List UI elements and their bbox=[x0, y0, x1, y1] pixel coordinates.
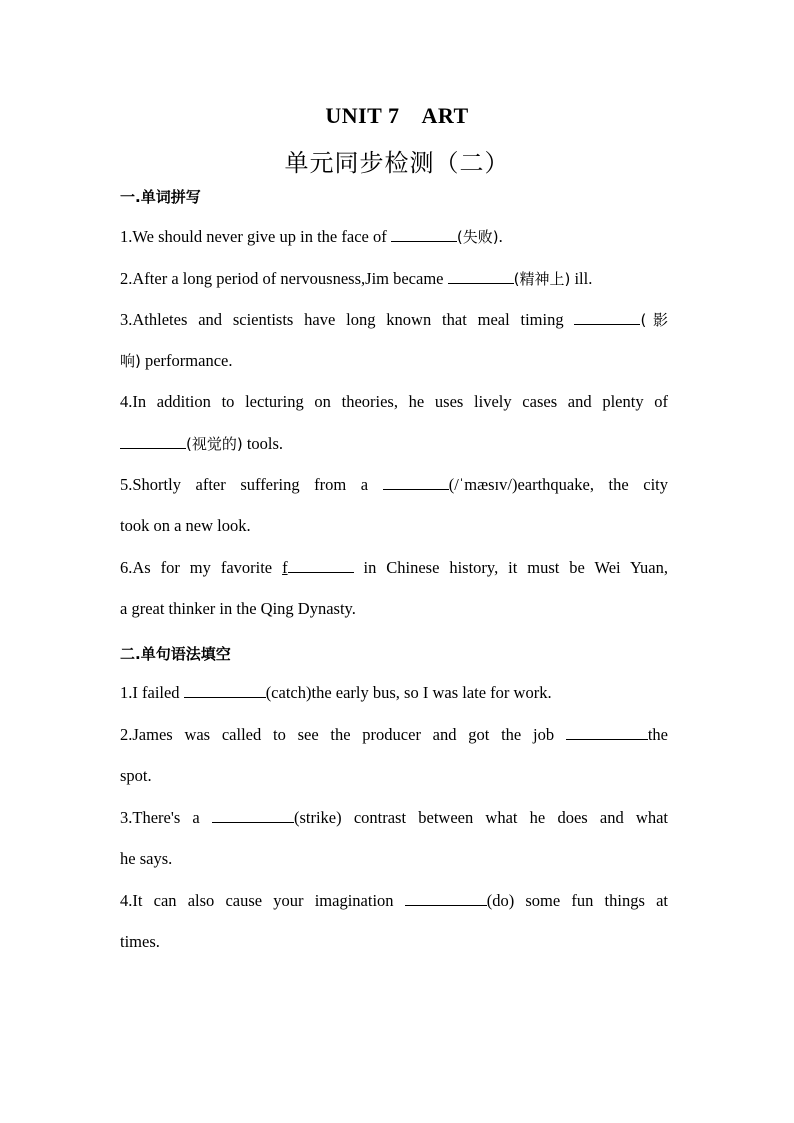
s1-item-6 bbox=[120, 558, 668, 578]
answer-blank[interactable] bbox=[120, 434, 186, 449]
s1-item-4-hint: (视觉的) bbox=[186, 435, 243, 453]
s1-item-3-hint-cont: 响) bbox=[120, 352, 141, 370]
s1-item-3-text: 3.Athletes and scientists have long known that meal timing bbox=[120, 310, 575, 329]
s2-item-2-cont: spot. bbox=[120, 766, 152, 785]
s1-item-5-text: 5.Shortly after suffering from a bbox=[120, 475, 383, 494]
s1-item-5-hint: (/ˈmæsɪv/) bbox=[448, 475, 518, 494]
s2-item-4 bbox=[120, 891, 668, 911]
s1-item-6-suffix: in Chinese history, it must be Wei Yuan, bbox=[353, 558, 668, 577]
s2-item-4-hint: (do) bbox=[486, 891, 515, 910]
s1-item-3-cont bbox=[120, 350, 668, 371]
s1-item-4: 4.In addition to lecturing on theories, he uses lively cases and plenty of bbox=[120, 392, 668, 411]
s2-item-3-hint: (strike) bbox=[293, 808, 342, 827]
answer-blank[interactable] bbox=[448, 269, 514, 284]
s1-item-1-suffix: . bbox=[498, 227, 503, 246]
s2-item-3-cont: he says. bbox=[120, 849, 173, 868]
answer-blank[interactable] bbox=[383, 475, 449, 490]
page-subtitle: 单元同步检测（二） bbox=[284, 149, 510, 177]
s1-item-3-suffix: performance. bbox=[140, 351, 233, 370]
s1-item-6-first-letter: f bbox=[282, 558, 288, 577]
answer-blank[interactable] bbox=[184, 683, 266, 698]
s1-item-5-suffix: earthquake, the city bbox=[517, 475, 668, 494]
s1-item-2-hint: (精神上) bbox=[513, 270, 571, 288]
s2-item-2 bbox=[120, 725, 668, 745]
s1-item-1 bbox=[120, 226, 668, 247]
s2-item-2-text: 2.James was called to see the producer and got the job bbox=[120, 725, 566, 744]
answer-blank[interactable] bbox=[574, 310, 640, 325]
s2-item-4-cont: times. bbox=[120, 932, 160, 951]
s1-item-5-cont: took on a new look. bbox=[120, 516, 251, 535]
s1-item-4-cont bbox=[120, 433, 668, 454]
answer-blank[interactable] bbox=[212, 808, 294, 823]
s2-item-2-suffix: the bbox=[647, 725, 668, 744]
unit-name: ART bbox=[421, 103, 469, 128]
section-1-heading: 一.单词拼写 bbox=[120, 188, 201, 206]
unit-number: UNIT 7 bbox=[325, 103, 400, 128]
s2-item-1 bbox=[120, 683, 668, 703]
s2-item-3-text: 3.There's a bbox=[120, 808, 212, 827]
s1-item-6-text: 6.As for my favorite bbox=[120, 558, 283, 577]
s1-item-2-suffix: ill. bbox=[570, 269, 593, 288]
answer-blank[interactable] bbox=[566, 725, 648, 740]
unit-title bbox=[0, 103, 794, 129]
s2-item-1-text: 1.I failed bbox=[120, 683, 184, 702]
s1-item-2 bbox=[120, 268, 668, 289]
s1-item-4-suffix: tools. bbox=[242, 434, 284, 453]
answer-blank[interactable] bbox=[288, 558, 354, 573]
s1-item-1-hint: (失败) bbox=[456, 228, 499, 246]
answer-blank[interactable] bbox=[391, 227, 457, 242]
s2-item-1-hint: (catch) bbox=[265, 683, 312, 702]
s1-item-3-hint: (影 bbox=[640, 311, 668, 329]
s2-item-3 bbox=[120, 808, 668, 828]
section-2-heading: 二.单句语法填空 bbox=[120, 645, 231, 663]
s2-item-4-text: 4.It can also cause your imagination bbox=[120, 891, 405, 910]
s1-item-3 bbox=[120, 309, 668, 330]
s1-item-5 bbox=[120, 475, 668, 495]
s1-item-6-cont: a great thinker in the Qing Dynasty. bbox=[120, 599, 356, 618]
answer-blank[interactable] bbox=[405, 891, 487, 906]
s2-item-4-suffix: some fun things at bbox=[514, 891, 668, 910]
s1-item-1-text: 1.We should never give up in the face of bbox=[120, 227, 391, 246]
s2-item-1-suffix: the early bus, so I was late for work. bbox=[311, 683, 552, 702]
s2-item-3-suffix: contrast between what he does and what bbox=[341, 808, 668, 827]
s1-item-2-text: 2.After a long period of nervousness,Jim became bbox=[120, 269, 448, 288]
